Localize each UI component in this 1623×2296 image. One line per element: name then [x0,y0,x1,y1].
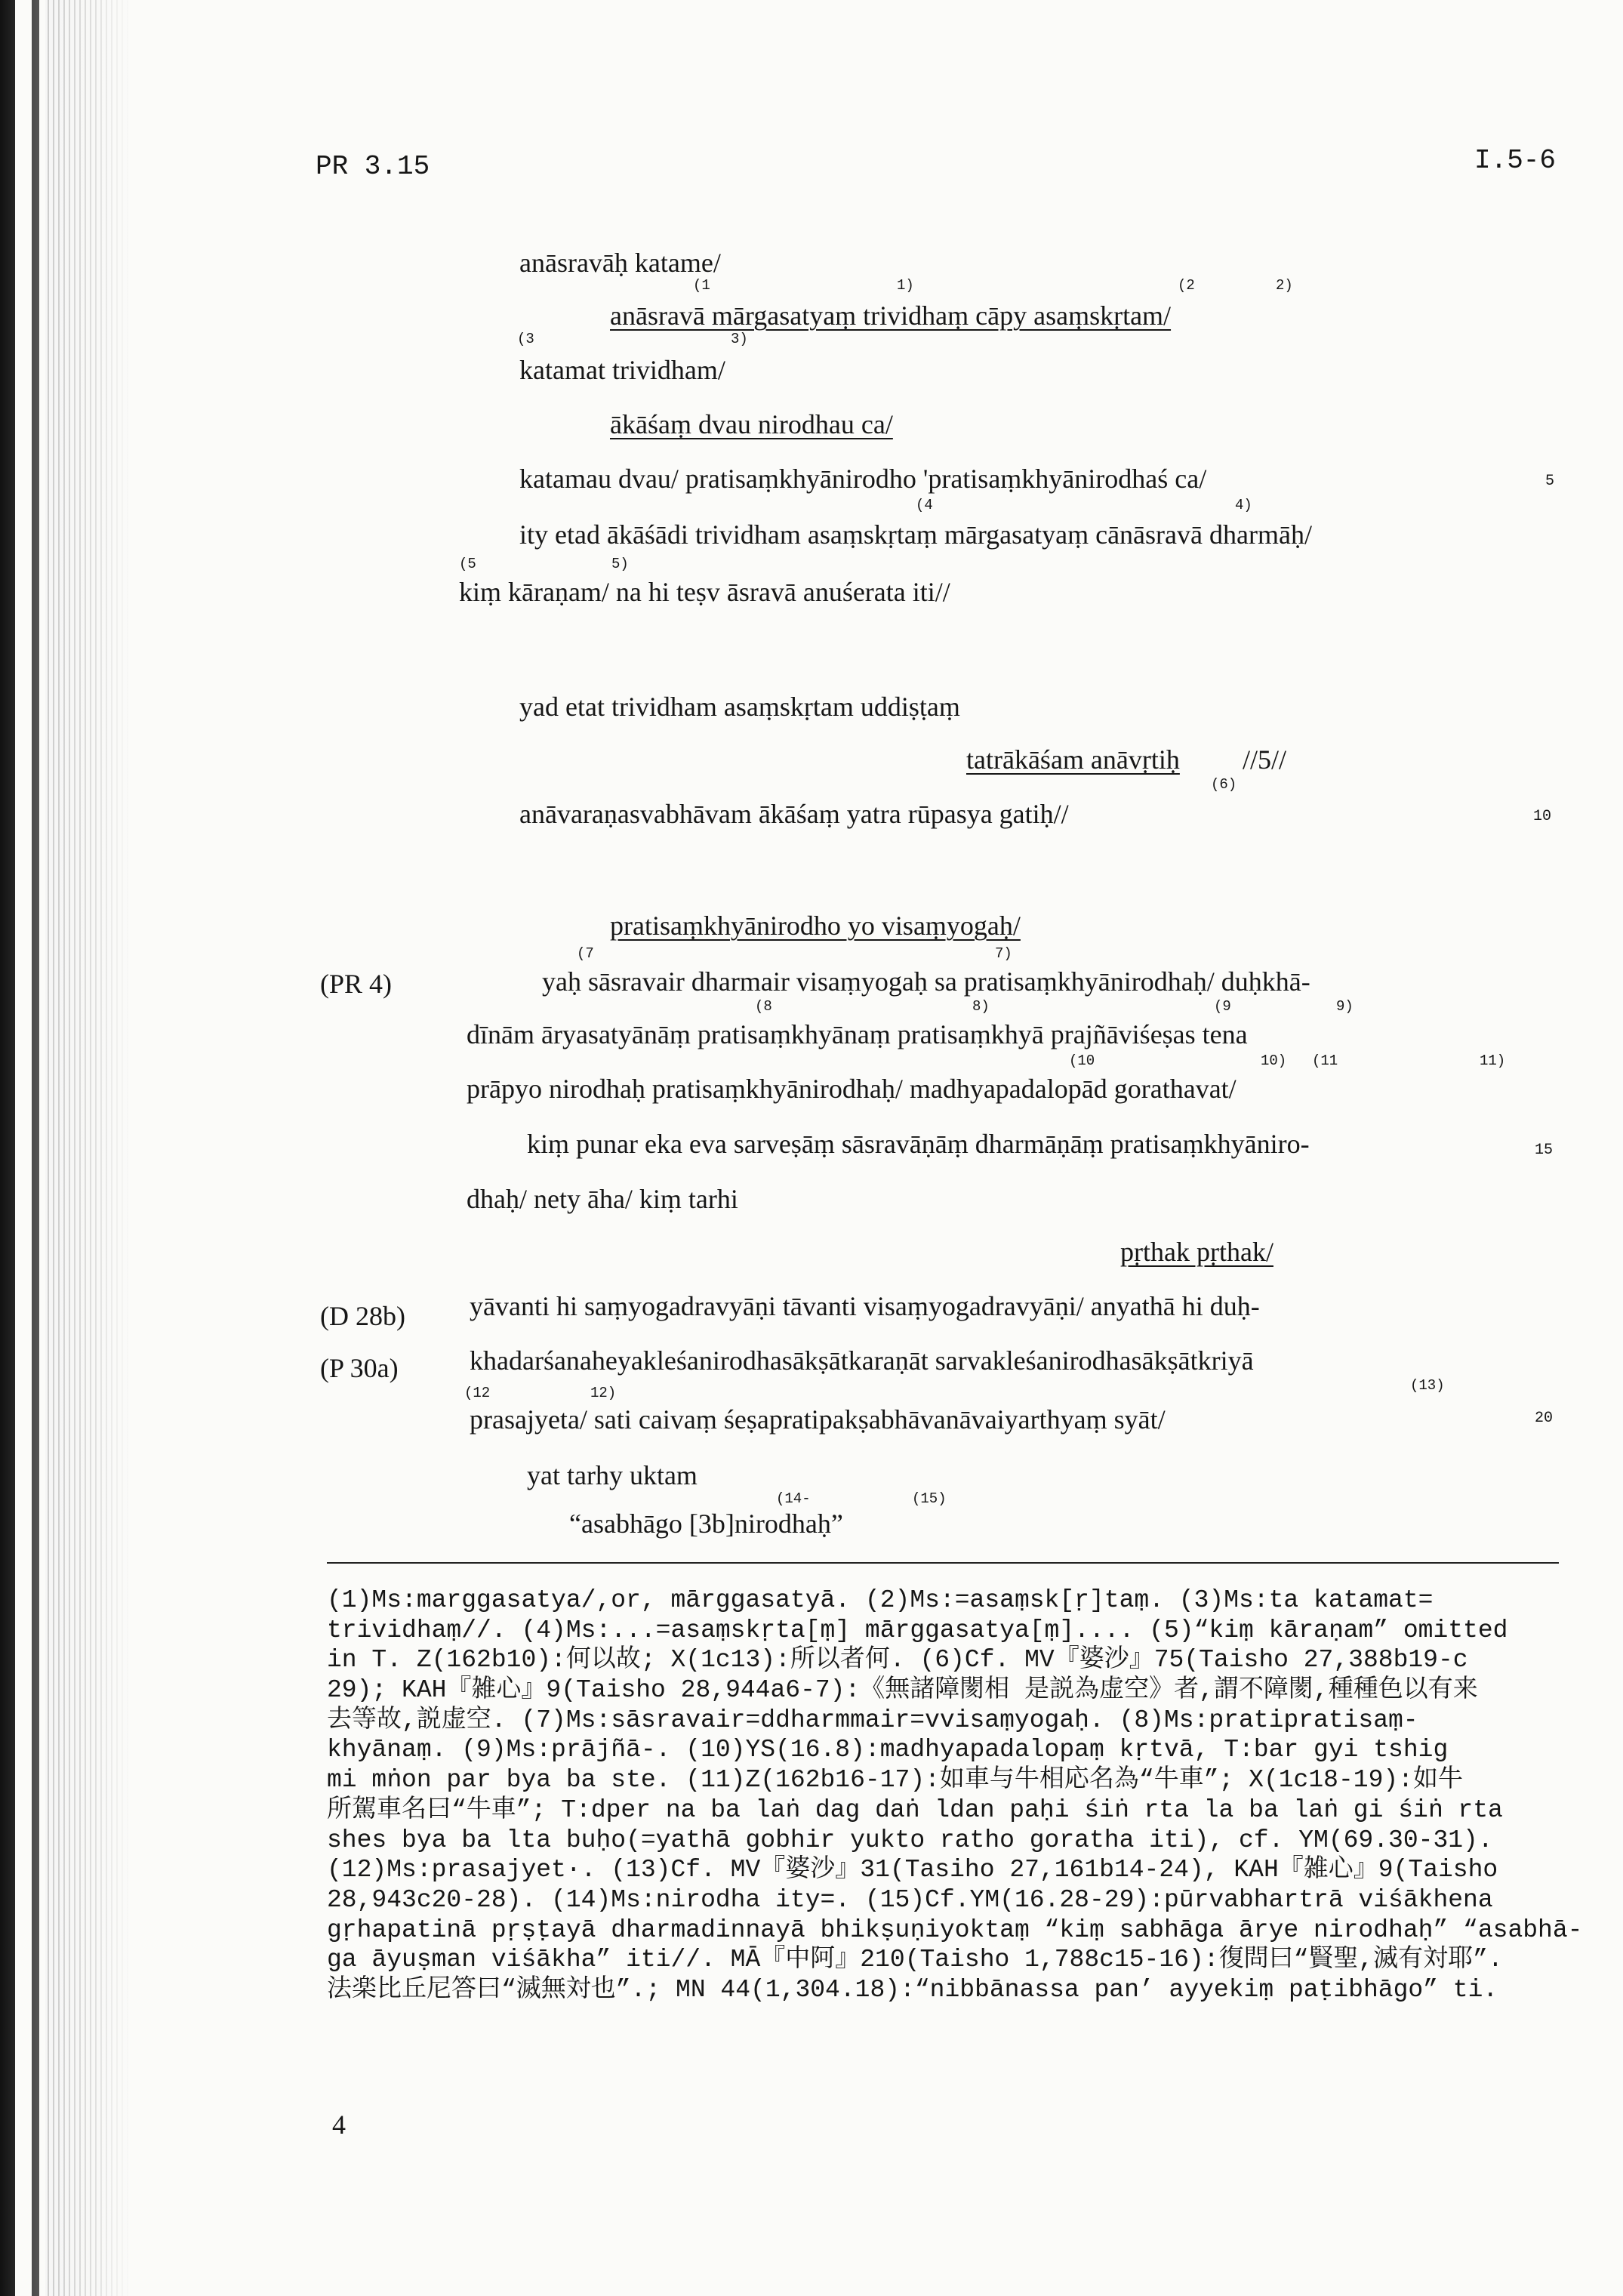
footnote-line: 法楽比丘尼答曰“滅無対也”.; MN 44(1,304.18):“nibbānassa pan’ ayyekiṃ paṭibhāgo” ti. [327,1975,1498,2004]
verse-line: tatrākāśam anāvṛtiḥ [966,744,1180,775]
book-binding-shadow [0,0,132,2296]
text-line: kiṃ punar eka eva sarveṣāṃ sāsravāṇāṃ dharmāṇāṃ pratisaṃkhyāniro- [527,1129,1310,1159]
text-line: kiṃ kāraṇam/ na hi teṣv āsravā anuśerata iti// [459,577,950,607]
text-line: khadarśanaheyakleśanirodhasākṣātkaraṇāt sarvakleśanirodhasākṣātkriyā [470,1345,1254,1376]
footnote-line: (12)Ms:prasajyet·. (13)Cf. MV『婆沙』31(Tasiho 27,161b14-24), KAH『雑心』9(Taisho [327,1856,1498,1885]
footnote-line: gṛhapatinā pṛṣṭayā dharmadinnayā bhikṣuṇiyoktaṃ “kiṃ sabhāga ārye nirodhaḥ” “asabhā- [327,1915,1583,1944]
note-marker: (9 [1214,998,1231,1015]
page-number: 4 [332,2110,346,2140]
footnote-line: 所駕車名曰“牛車”; T:dper na ba laṅ dag daṅ ldan paḥi śiṅ rta la ba laṅ gi śiṅ rta [327,1795,1503,1824]
note-marker: (10 [1069,1052,1095,1069]
footnote-line: (1)Ms:marggasatya/,or, mārggasatyā. (2)Ms:=asaṃsk[ṛ]taṃ. (3)Ms:ta katamat= [327,1586,1434,1614]
footnote-line: shes bya ba lta buḥo(=yathā gobhir yukto ratho goratha iti), cf. YM(69.30-31). [327,1826,1493,1854]
verse-line: pṛthak pṛthak/ [1120,1237,1273,1267]
note-marker: (1 [693,277,710,294]
footnote-line: khyānaṃ. (9)Ms:prājñā-. (10)YS(16.8):madhyapadalopaṃ kṛtvā, T:bar gyi tshig [327,1736,1449,1764]
line-number: 10 [1533,808,1552,825]
note-marker: (4 [916,497,933,513]
note-marker: (8 [755,998,772,1015]
note-marker: (11 [1312,1052,1338,1069]
footnote-line: ga āyuṣman viśākha” iti//. MĀ『中阿』210(Taisho 1,788c15-16):復問曰“賢聖,滅有対耶”. [327,1946,1503,1974]
note-marker: 12) [590,1385,617,1401]
margin-ref-pr: (PR 4) [320,969,393,999]
footnote-line: trividhaṃ//. (4)Ms:...=asaṃskṛta[ṃ] mārggasatya[ṃ].... (5)“kiṃ kāraṇam” omitted [327,1616,1508,1644]
text-line: ity etad ākāśādi trividham asaṃskṛtaṃ mārgasatyaṃ cānāsravā dharmāḥ/ [519,519,1312,550]
note-marker: 8) [972,998,990,1015]
note-marker: 2) [1276,277,1293,294]
note-marker: (13) [1410,1377,1445,1394]
note-marker: 3) [731,331,748,347]
text-line: dīnām āryasatyānāṃ pratisaṃkhyānaṃ pratisaṃkhyā prajñāviśeṣas tena [467,1019,1248,1049]
text-line: prāpyo nirodhaḥ pratisaṃkhyānirodhaḥ/ madhyapadalopād gorathavat/ [467,1074,1236,1104]
text-line: katamau dvau/ pratisaṃkhyānirodho 'pratisaṃkhyānirodhaś ca/ [519,464,1207,494]
text-line: prasajyeta/ sati caivaṃ śeṣapratipakṣabhāvanāvaiyarthyaṃ syāt/ [470,1404,1166,1435]
margin-ref-p: (P 30a) [320,1353,399,1383]
text-line: dhaḥ/ nety āha/ kiṃ tarhi [467,1184,738,1214]
footnote-rule [327,1562,1559,1564]
text-line: yat tarhy uktam [527,1460,698,1490]
text-line: yāvanti hi saṃyogadravyāṇi tāvanti visaṃyogadravyāṇi/ anyathā hi duḥ- [470,1291,1260,1321]
note-marker: 9) [1336,998,1354,1015]
text-line: anāvaraṇasvabhāvam ākāśaṃ yatra rūpasya gatiḥ// [519,799,1069,829]
verse-line: ākāśaṃ dvau nirodhau ca/ [610,409,893,439]
footnote-line: 28,943c20-28). (14)Ms:nirodha ity=. (15)Cf.YM(16.28-29):pūrvabhartrā viśākhena [327,1885,1493,1914]
note-marker: 5) [611,556,629,572]
note-marker: (2 [1178,277,1195,294]
line-number: 20 [1535,1410,1554,1427]
note-marker: (12 [464,1385,491,1401]
note-marker: 10) [1261,1052,1287,1069]
verse-line: pratisaṃkhyānirodho yo visaṃyogaḥ/ [610,911,1021,941]
note-marker: 1) [897,277,914,294]
text-line: katamat trividham/ [519,355,725,385]
running-head-left: PR 3.15 [316,151,430,182]
verse-number: //5// [1243,744,1287,775]
note-marker: (6) [1211,776,1237,793]
footnote-line: 29); KAH『雑心』9(Taisho 28,944a6-7):《無諸障閡相 是説為虚空》者,謂不障閡,種種色以有来 [327,1676,1478,1705]
line-number: 5 [1545,473,1555,490]
margin-ref-d: (D 28b) [320,1301,405,1331]
note-marker: 4) [1235,497,1252,513]
verse-line: anāsravā mārgasatyaṃ trividhaṃ cāpy asaṃskṛtam/ [610,300,1172,331]
line-number: 15 [1535,1142,1554,1159]
note-marker: (15) [912,1490,947,1507]
footnote-line: 去等故,説虚空. (7)Ms:sāsravair=ddharmmair=vvisaṃyogaḥ. (8)Ms:pratipratisaṃ- [327,1706,1418,1734]
note-marker: 7) [995,945,1012,962]
text-line: yaḥ sāsravair dharmair visaṃyogaḥ sa pratisaṃkhyānirodhaḥ/ duḥkhā- [542,966,1310,997]
note-marker: (3 [517,331,534,347]
text-line: yad etat trividham asaṃskṛtam uddiṣṭaṃ [519,692,960,722]
running-head-right: I.5-6 [1474,145,1557,176]
footnote-line: in T. Z(162b10):何以故; X(1c13):所以者何. (6)Cf. MV『婆沙』75(Taisho 27,388b19-c [327,1646,1468,1675]
footnotes [327,1586,1583,2005]
quoted-line: “asabhāgo [3b]nirodhaḥ” [569,1509,843,1539]
footnote-line: mi mṅon par bya ba ste. (11)Z(162b16-17):如車与牛相応名為“牛車”; X(1c18-19):如牛 [327,1766,1463,1795]
text-line: anāsravāḥ katame/ [519,248,721,278]
note-marker: 11) [1480,1052,1506,1069]
note-marker: (7 [577,945,594,962]
note-marker: (5 [459,556,476,572]
note-marker: (14- [776,1490,811,1507]
